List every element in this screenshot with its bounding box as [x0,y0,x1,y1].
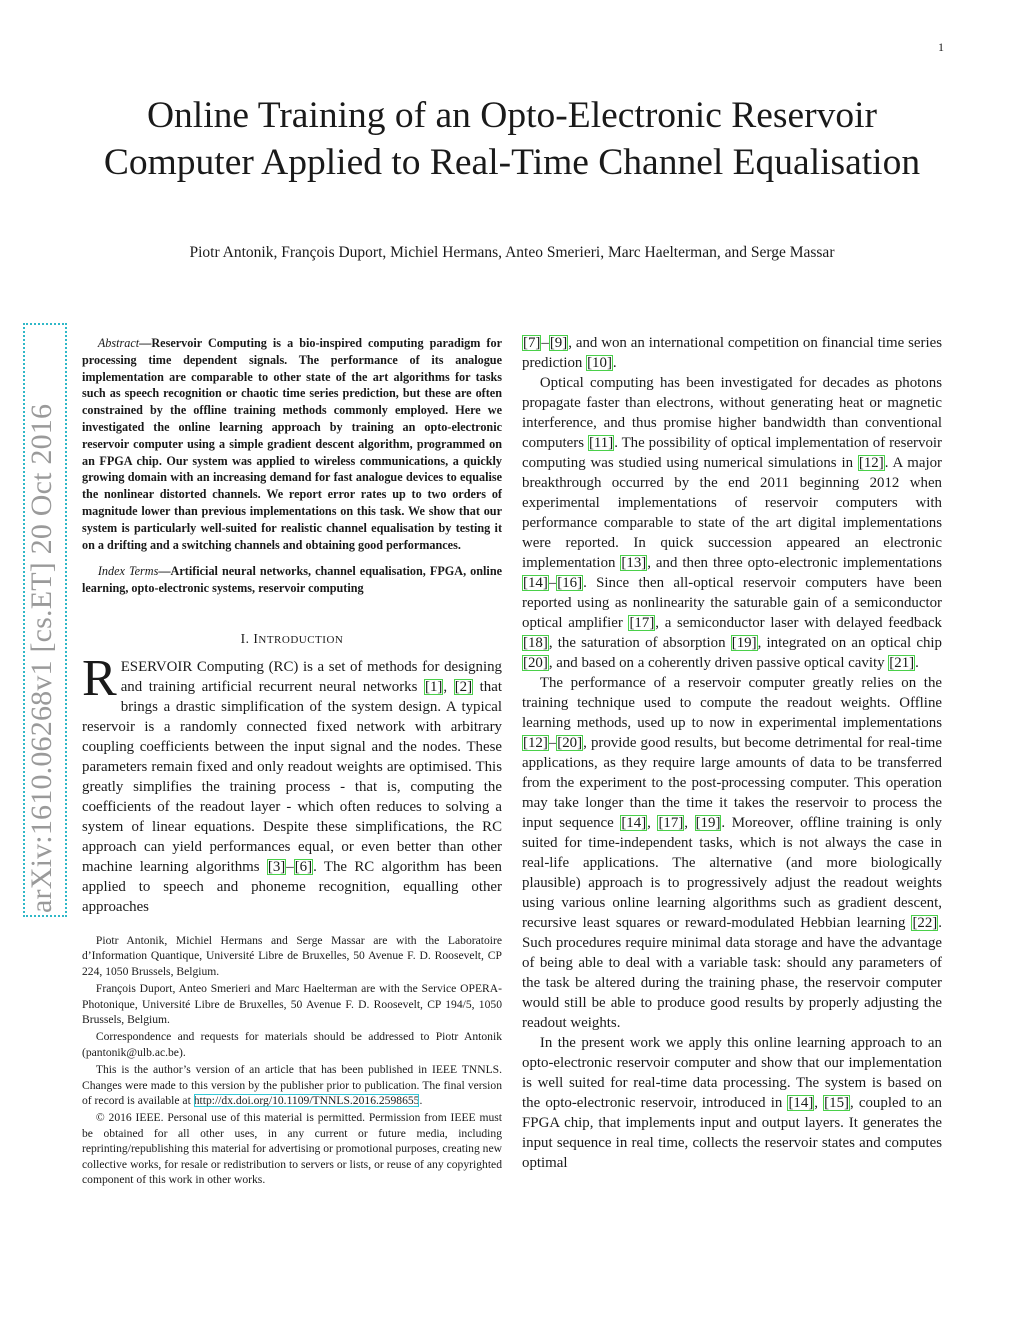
citation-link[interactable]: [19] [695,815,721,831]
citation-link[interactable]: [19] [731,635,757,651]
citation-link[interactable]: [14] [523,575,548,591]
author-list: Piotr Antonik, François Duport, Michiel Hermans, Anteo Smerieri, Marc Haelterman, and Serge Massar [189,244,835,261]
footnote-affiliation-1: Piotr Antonik, Michiel Hermans and Serge Massar are with the Laboratoire d’Information Quantique, Université Libre de Bruxelles, 50 Avenue F. D. Roosevelt, CP 224, 1050 Brussels, Belgium. [82,933,502,978]
citation-link[interactable]: [11] [588,435,614,451]
footnotes [82,933,502,1188]
citation-link[interactable]: [17] [629,615,655,631]
citation-link[interactable]: [13] [621,555,647,571]
paragraph-present-work: In the present work we apply this online learning approach to an opto-electronic reservoir computer and show that our implementation is well suited for real-time data processing. The system is based on the opto-electronic reservoir, introduced in [14], [15], coupled to an FPGA chip, that implements input and output layers. It generates the input sequence in real time, collects the reservoir states and computes optimal [522,1035,942,1171]
citation-link[interactable]: [9] [549,335,568,351]
citation-link[interactable]: [10] [587,355,612,371]
index-terms [82,563,502,597]
footnote-correspondence: Correspondence and requests for materials should be addressed to Piotr Antonik (pantonik@ulb.ac.be). [82,1030,502,1059]
footnote-copyright: © 2016 IEEE. Personal use of this material is permitted. Permission from IEEE must be obtained for all other uses, in any current or future media, including reprinting/republishing this material for advertising or promotional purposes, creating new collective works, for resale or redistribution to servers or lists, or reuse of any copyrighted component of this work in other works. [82,1111,502,1187]
left-column [82,335,502,1189]
citation-link[interactable]: [1] [425,678,443,695]
page-number: 1 [938,40,944,54]
citation-link[interactable]: [20] [523,655,548,671]
index-terms-text: —Artificial neural networks, channel equalisation, FPGA, online learning, opto-electronic systems, reservoir computing [82,564,503,596]
paper-title: Online Training of an Opto-Electronic Reservoir Computer Applied to Real-Time Channel Equalisation [103,95,921,183]
citation-link[interactable]: [16] [557,575,583,591]
citation-link[interactable]: [7] [523,335,541,351]
doi-link[interactable]: http://dx.doi.org/10.1109/TNNLS.2016.2598655 [193,1094,420,1108]
index-terms-label: Index Terms [97,564,159,579]
citation-link[interactable]: [12] [858,455,884,471]
arxiv-stamp: arXiv:1610.06268v1 [cs.ET] 20 Oct 2016 [25,403,58,913]
abstract-text: —Reservoir Computing is a bio-inspired computing paradigm for processing time dependent signals. The performance of its analogue implementation are comparable to other state of the art algorithms for tasks such as speech recognition or chaotic time series prediction, but these are often constrained by the offline training methods commonly employed. Here we investigated the online learning approach by training an opto-electronic reservoir computer using a simple gradient descent algorithm, programmed on an FPGA chip. Our system was applied to wireless communications, a quickly growing domain with an increasing demand for fast analogue devices to equalise the nonlinear distorted channels. We report error rates up to two orders of magnitude lower than previous implementations on this task. We show that our system is particularly well-suited for realistic channel equalisation by testing it on a drifting and a switching channels and obtaining good performances. [82,336,502,552]
citation-link[interactable]: [2] [454,678,473,695]
paragraph-continued: [7]–[9], and won an international competition on financial time series prediction [10]. [522,335,942,371]
abstract-label: Abstract [97,336,140,350]
citation-link[interactable]: [14] [621,815,647,831]
citation-link[interactable]: [6] [294,858,313,875]
abstract [82,335,502,553]
citation-link[interactable]: [3] [267,858,286,875]
citation-link[interactable]: [15] [824,1095,849,1111]
citation-link[interactable]: [17] [658,815,684,831]
paragraph-training: The performance of a reservoir computer greatly relies on the training technique used to compute the readout weights. Offline learning methods, used up to now in experimental implementations [12]–[20], provide good results, but become detrimental for real-time applications, as they require large amounts of data to be transferred from the experiment to the post-processing computer. This operation may take longer than the time it takes the reservoir to process the input sequence [14], [17], [19]. Moreover, offline training is only suited for time-independent tasks, which is not always the case in real-life applications. The alternative (and more biologically plausible) approach is to progressively adjust the readout weights using various online learning algorithms such as gradient descent, recursive least squares or reward-modulated Hebbian learning [22]. Such procedures require minimal data storage and have the advantage of being able to deal with a variable task: should any parameters of the task be altered during the training phase, the reservoir computer would still be able to produce good results by properly adjusting the readout weights. [522,675,943,1031]
citation-link[interactable]: [18] [523,635,548,651]
citation-link[interactable]: [21] [889,655,915,671]
citation-link[interactable]: [22] [912,915,938,931]
footnote-affiliation-2: François Duport, Anteo Smerieri and Marc Haelterman are with the Service OPERA-Photonique, Université Libre de Bruxelles, 50 Avenue F. D. Roosevelt, CP 194/5, 1050 Brussels, Belgium. [82,982,502,1026]
citation-link[interactable]: [12] [523,735,548,751]
footnote-version: This is the author’s version of an article that has been published in IEEE TNNLS. Changes were made to this version by the publisher prior to publication. The final version of record is available at http://dx.doi.org/10.1109/TNNLS.2016.2598655. [82,1063,502,1108]
paragraph-optical-computing: Optical computing has been investigated for decades as photons propagate faster than electrons, without generating heat or magnetic interference, and thus promise higher bandwidth than conventional computers [11]. The possibility of optical implementation of reservoir computing was studied using numerical simulations in [12]. A major breakthrough occurred by the end 2011 beginning 2012 when experimental implementations of reservoir computers with performance comparable to state of the art digital implementations were reported. In quick succession appeared an electronic implementation [13], and then three opto-electronic implementations [14]–[16]. Since then all-optical reservoir computers have been reported using as nonlinearity the saturable gain of a semiconductor optical amplifier [17], a semiconductor laser with delayed feedback [18], the saturation of absorption [19], integrated on an optical chip [20], and based on a coherently driven passive optical cavity [21]. [522,375,942,671]
citation-link[interactable]: [20] [557,735,583,751]
right-column [522,333,942,1173]
intro-paragraph: RESERVOIR Computing (RC) is a set of methods for designing and training artificial recurrent neural networks [1], [2] that brings a drastic simplification of the system design. A typical reservoir is a randomly connected fixed network with arbitrary coupling coefficients between the input signal and the nodes. These parameters remain fixed and only readout weights are optimised. This greatly simplifies the training process - that is, computing the coefficients of the readout layer - which often reduces to solving a system of linear equations. Despite these simplifications, the RC approach can yield performances equal, or even better than other machine learning algorithms [3]–[6]. The RC algorithm has been applied to speech and phoneme recognition, equalling other approaches [82,649,502,915]
section-heading-introduction: I. INTRODUCTION [240,630,344,646]
drop-cap: R [82,649,117,707]
citation-link[interactable]: [14] [788,1095,814,1111]
